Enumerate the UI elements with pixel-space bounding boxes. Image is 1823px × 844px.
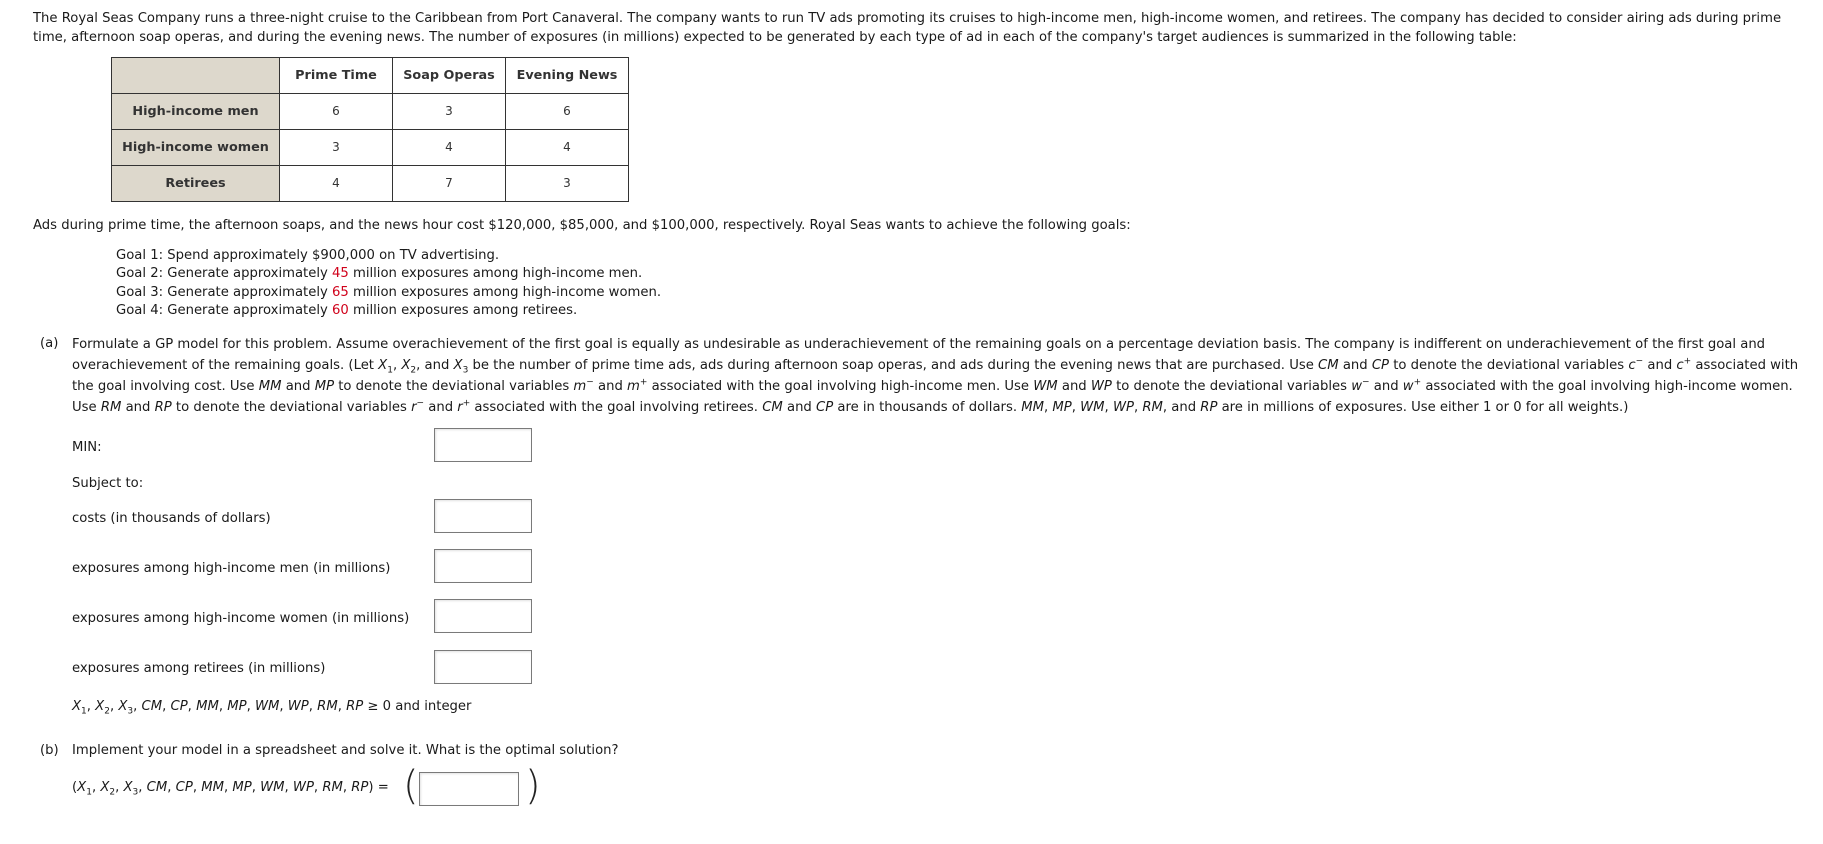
col-header: Prime Time <box>280 58 393 94</box>
table-cell: 3 <box>393 94 506 130</box>
part-a-instructions: Formulate a GP model for this problem. Assume overachievement of the first goal is equally as undesirable as underachievement of the remaining goals on a percentage deviation basis. The company is indifferent on underachievement of the first goal and overachievement of the remaining goals. (Let $X_1$, $X_2$, and $X_3$ be the number of prime time ads, ads during afternoon soap operas, and ads during the evening news that are purchased. Use CM and CP to denote the deviational variables c− and c+ associated with the goal involving cost. Use MM and MP to denote the deviational variables m− and m+ associated with the goal involving high-income men. Use WM and WP to denote the deviational variables w− and w+ associated with the goal involving high-income women. Use RM and RP to denote the deviational variables r− and r+ associated with the goal involving retirees. CM and CP are in thousands of dollars. MM, MP, WM, WP, RM, and RP are in millions of exposures. Use either 1 or 0 for all weights.) <box>72 337 1799 415</box>
part-b-question: Implement your model in a spreadsheet and solve it. What is the optimal solution? <box>72 743 619 758</box>
retirees-constraint-label: exposures among retirees (in millions) <box>72 661 326 676</box>
row-header: Retirees <box>112 166 280 202</box>
row-header: High-income men <box>112 94 280 130</box>
subject-to-label: Subject to: <box>72 476 144 491</box>
solution-input[interactable] <box>419 772 519 806</box>
part-b-label: (b) <box>40 743 59 758</box>
min-label: MIN: <box>72 440 102 455</box>
costs-paragraph: Ads during prime time, the afternoon soaps, and the news hour cost $120,000, $85,000, and $100,000, respectively. Royal Seas wants to achieve the following goals: <box>33 218 1131 233</box>
goal-item: Goal 4: Generate approximately 60 million exposures among retirees. <box>116 302 578 318</box>
col-header: Evening News <box>506 58 629 94</box>
table-cell: 3 <box>506 166 629 202</box>
costs-constraint-label: costs (in thousands of dollars) <box>72 511 271 526</box>
row-header: High-income women <box>112 130 280 166</box>
table-cell: 7 <box>393 166 506 202</box>
table-row <box>112 130 629 166</box>
table-header-row <box>112 58 629 94</box>
women-constraint-label: exposures among high-income women (in millions) <box>72 611 410 626</box>
retirees-constraint-input[interactable] <box>434 650 532 684</box>
goals-list <box>116 247 661 320</box>
table-cell: 6 <box>280 94 393 130</box>
table-row <box>112 94 629 130</box>
men-constraint-input[interactable] <box>434 549 532 583</box>
table-cell: 4 <box>393 130 506 166</box>
solution-vector-label: ($X_1$, $X_2$, $X_3$, CM, CP, MM, MP, WM, WP, RM, RP) = <box>72 780 389 798</box>
table-cell: 6 <box>506 94 629 130</box>
goal-item: Goal 1: Spend approximately $900,000 on TV advertising. <box>116 248 500 263</box>
exposure-table <box>111 57 629 202</box>
table-row <box>112 166 629 202</box>
men-constraint-label: exposures among high-income men (in millions) <box>72 561 391 576</box>
table-cell: 4 <box>280 166 393 202</box>
part-a-label: (a) <box>40 336 59 351</box>
nonnegativity-constraint: $X_1$, $X_2$, $X_3$, CM, CP, MM, MP, WM, WP, RM, RP ≥ 0 and integer <box>72 699 472 717</box>
goal-value: 45 <box>332 266 349 282</box>
min-objective-input[interactable] <box>434 428 532 462</box>
right-paren: ) <box>525 763 541 809</box>
col-header: Soap Operas <box>393 58 506 94</box>
goal-value: 65 <box>332 284 349 300</box>
goal-value: 60 <box>332 302 349 318</box>
table-cell: 3 <box>280 130 393 166</box>
left-paren: ( <box>403 763 419 809</box>
goal-item: Goal 3: Generate approximately 65 million exposures among high-income women. <box>116 284 662 300</box>
costs-constraint-input[interactable] <box>434 499 532 533</box>
goal-item: Goal 2: Generate approximately 45 million exposures among high-income men. <box>116 266 643 282</box>
table-corner <box>112 58 280 94</box>
intro-paragraph: The Royal Seas Company runs a three-night cruise to the Caribbean from Port Canaveral. The company wants to run TV ads promoting its cruises to high-income men, high-income women, and retirees. The company has decided to consider airing ads during prime time, afternoon soap operas, and during the evening news. The number of exposures (in millions) expected to be generated by each type of ad in each of the company's target audiences is summarized in the following table: <box>33 11 1782 45</box>
table-cell: 4 <box>506 130 629 166</box>
women-constraint-input[interactable] <box>434 599 532 633</box>
